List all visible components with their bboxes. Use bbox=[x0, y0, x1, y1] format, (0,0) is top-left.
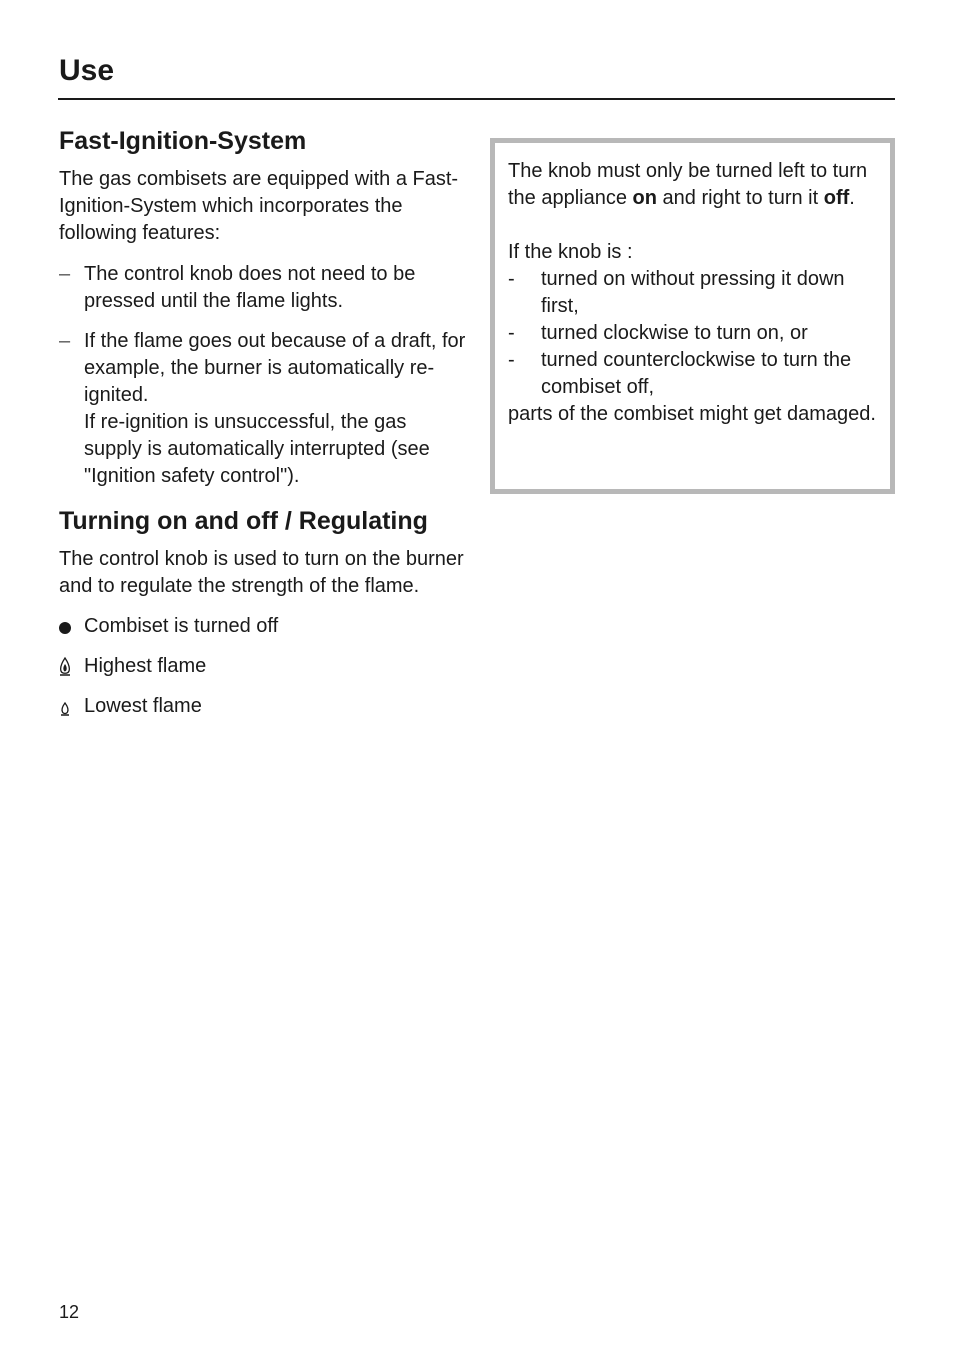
fast-ignition-heading: Fast-Ignition-System bbox=[59, 127, 307, 155]
warning-text: The knob must only be turned left to turn the appliance bbox=[508, 160, 868, 209]
misuse-item bbox=[508, 320, 883, 347]
dash-marker: – bbox=[59, 263, 71, 285]
small-flame-icon bbox=[59, 693, 73, 720]
feature-item bbox=[59, 328, 469, 490]
feature-text: If the flame goes out because of a draft, for example, the burner is automatically re-ignited. bbox=[84, 330, 466, 406]
page-number: 12 bbox=[59, 1302, 80, 1322]
symbol-item bbox=[59, 693, 469, 720]
warning-box bbox=[490, 138, 895, 494]
large-flame-icon bbox=[59, 653, 73, 680]
regulating-intro: The control knob is used to turn on the burner and to regulate the strength of the flame. bbox=[59, 548, 464, 597]
symbol-label: Combiset is turned off bbox=[84, 615, 279, 637]
warning-text: and right to turn it bbox=[656, 187, 824, 209]
hyphen-marker: - bbox=[508, 349, 515, 371]
title-divider bbox=[58, 98, 895, 100]
symbol-label: Lowest flame bbox=[84, 695, 202, 717]
left-column bbox=[59, 124, 469, 733]
dash-marker: – bbox=[59, 330, 71, 352]
misuse-text: turned clockwise to turn on, or bbox=[541, 322, 808, 344]
off-dot-icon bbox=[59, 613, 73, 640]
fast-ignition-features bbox=[59, 261, 469, 490]
page-title: Use bbox=[59, 54, 115, 87]
symbol-item bbox=[59, 653, 469, 680]
symbol-label: Highest flame bbox=[84, 655, 207, 677]
misuse-item bbox=[508, 347, 883, 401]
fast-ignition-intro: The gas combisets are equipped with a Fast-Ignition-System which incorporates the following features: bbox=[59, 168, 459, 244]
misuse-item bbox=[508, 266, 883, 320]
feature-text-continued: If re-ignition is unsuccessful, the gas supply is automatically interrupted (see "Ignition safety control"). bbox=[84, 411, 430, 487]
warning-bold-on: on bbox=[632, 187, 657, 209]
hyphen-marker: - bbox=[508, 268, 515, 290]
feature-text: The control knob does not need to be pressed until the flame lights. bbox=[84, 263, 416, 312]
knob-symbol-legend bbox=[59, 613, 469, 720]
misuse-text: turned counterclockwise to turn the combiset off, bbox=[541, 349, 852, 398]
warning-lead: If the knob is : bbox=[508, 241, 633, 263]
warning-text: . bbox=[849, 187, 855, 209]
hyphen-marker: - bbox=[508, 322, 515, 344]
misuse-text: turned on without pressing it down first, bbox=[541, 268, 845, 317]
feature-item bbox=[59, 261, 469, 315]
misuse-list bbox=[508, 266, 883, 401]
warning-conclusion: parts of the combiset might get damaged. bbox=[508, 403, 876, 425]
warning-paragraph bbox=[508, 158, 883, 212]
symbol-item bbox=[59, 613, 469, 640]
warning-bold-off: off bbox=[823, 187, 850, 209]
warning-content bbox=[508, 158, 883, 428]
regulating-heading: Turning on and off / Regulating bbox=[59, 507, 428, 535]
